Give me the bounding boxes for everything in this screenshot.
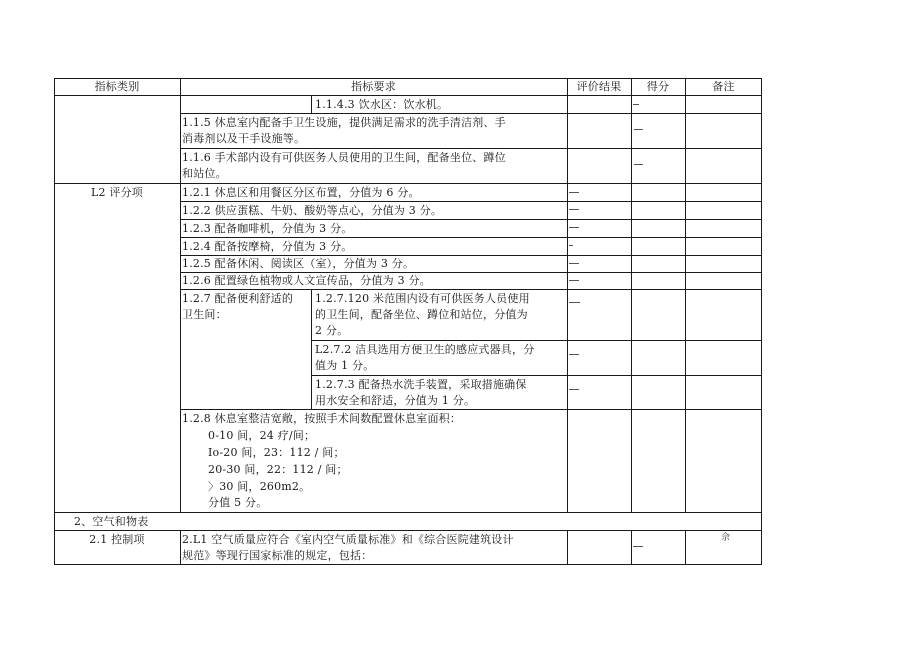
row-divider (54, 183, 762, 184)
col-divider (685, 78, 686, 512)
category-1-2: L2 评分项 (91, 186, 143, 199)
row-divider (54, 512, 762, 513)
requirement-1-2-7-1-line1: 1.2.7.120 米范围内设有可供医务人员使用 (315, 292, 530, 305)
blank-mark (634, 129, 643, 130)
col-divider (631, 530, 632, 565)
blank-mark (569, 263, 579, 264)
table-border-bottom (54, 564, 762, 565)
category-2-1: 2.1 控制项 (89, 533, 145, 546)
col-divider (631, 78, 632, 512)
blank-mark (569, 280, 579, 281)
requirement-1-2-8-line3: Io-20 间，23：112 / 间； (208, 446, 345, 459)
row-divider (54, 530, 762, 531)
blank-mark (569, 209, 579, 210)
requirement-1-1-6-line2: 和站位。 (182, 167, 227, 180)
row-divider (311, 375, 762, 376)
requirement-1-1-5-line1: 1.1.5 休息室内配备手卫生设施，提供满足需求的洗手清洁剂、手 (182, 116, 506, 129)
row-divider (311, 340, 762, 341)
blank-mark (569, 302, 580, 303)
requirement-1-2-3: 1.2.3 配备咖啡机，分值为 3 分。 (182, 222, 353, 235)
row-divider (180, 219, 762, 220)
requirement-1-2-7-3-line1: 1.2.7.3 配备热水洗手装置，采取措施确保 (315, 378, 527, 391)
row-divider (180, 148, 762, 149)
col-divider (311, 95, 312, 114)
blank-mark (633, 104, 639, 105)
blank-mark (634, 164, 643, 165)
header-remark: 备注 (712, 80, 735, 93)
section-2-heading: 2、空气和物表 (74, 515, 149, 528)
requirement-2-1-1-line2: 规范》等现行国家标准的规定，包括： (182, 549, 373, 562)
col-divider (180, 530, 181, 565)
requirement-1-2-7-2-line1: L2.7.2 洁具选用方便卫生的感应式器具，分 (315, 343, 535, 356)
blank-mark (569, 192, 579, 193)
blank-mark (569, 245, 573, 246)
requirement-1-2-7-1-line2: 的卫生间，配备坐位、蹲位和站位，分值为 (315, 308, 528, 321)
header-score: 得分 (646, 80, 670, 93)
requirement-1-2-4: 1.2.4 配备按摩椅，分值为 3 分。 (182, 240, 353, 253)
requirement-1-1-6-line1: 1.1.6 手术部内设有可供医务人员使用的卫生间，配备坐位、蹲位 (182, 151, 506, 164)
evaluation-table (54, 78, 762, 565)
remark-mark: 佘 (721, 533, 731, 543)
col-divider (180, 78, 181, 512)
blank-mark (569, 354, 579, 355)
requirement-1-2-7-3-line2: 用水安全和舒适，分值为 1 分。 (315, 394, 476, 407)
header-divider (54, 95, 762, 96)
row-divider (180, 237, 762, 238)
requirement-1-2-7-line2: 卫生间： (182, 308, 227, 321)
requirement-1-2-6: 1.2.6 配置绿色植物或人文宣传品，分值为 3 分。 (182, 274, 431, 287)
col-divider (567, 78, 568, 512)
col-divider (685, 530, 686, 565)
requirement-1-2-5: 1.2.5 配备休闲、阅读区（室），分值为 3 分。 (182, 257, 415, 270)
requirement-1-2-8-line6: 分值 5 分。 (208, 496, 268, 509)
requirement-1-2-7-1-line3: 2 分。 (315, 324, 349, 337)
row-divider (180, 201, 762, 202)
header-category: 指标类别 (94, 80, 140, 93)
table-border-left (54, 78, 55, 565)
row-divider (180, 289, 762, 290)
header-requirement: 指标要求 (351, 80, 396, 93)
requirement-1-2-8-line1: 1.2.8 休息室整洁宽敞，按照手术间数配置休息室面积： (182, 412, 462, 425)
col-divider (567, 530, 568, 565)
requirement-1-1-5-line2: 消毒剂以及干手设施等。 (182, 132, 306, 145)
requirement-1-2-8-line4: 20-30 间，22：112 / 间； (208, 463, 348, 476)
requirement-1-2-7-line1: 1.2.7 配备便利舒适的 (182, 292, 294, 305)
blank-mark (569, 389, 579, 390)
blank-mark (633, 546, 643, 547)
row-divider (180, 113, 762, 114)
requirement-1-2-7-2-line2: 值为 1 分。 (315, 359, 375, 372)
table-border-right (761, 78, 762, 565)
col-divider (311, 289, 312, 410)
requirement-1-2-1: 1.2.1 休息区和用餐区分区布置，分值为 6 分。 (182, 186, 420, 199)
requirement-1-2-2: 1.2.2 供应蛋糕、牛奶、酸奶等点心，分值为 3 分。 (182, 204, 443, 217)
blank-mark (569, 227, 579, 228)
requirement-1-2-8-line2: 0-10 间，24 疗/间； (208, 429, 316, 442)
requirement-1-2-8-line5: 〉30 间，260m2。 (208, 480, 311, 493)
header-result: 评价结果 (576, 80, 622, 93)
requirement-1-1-4-3: 1.1.4.3 饮水区：饮水机。 (315, 98, 449, 111)
row-divider (180, 409, 762, 410)
requirement-2-1-1-line1: 2.L1 空气质量应符合《室内空气质量标准》和《综合医院建筑设计 (182, 533, 514, 546)
